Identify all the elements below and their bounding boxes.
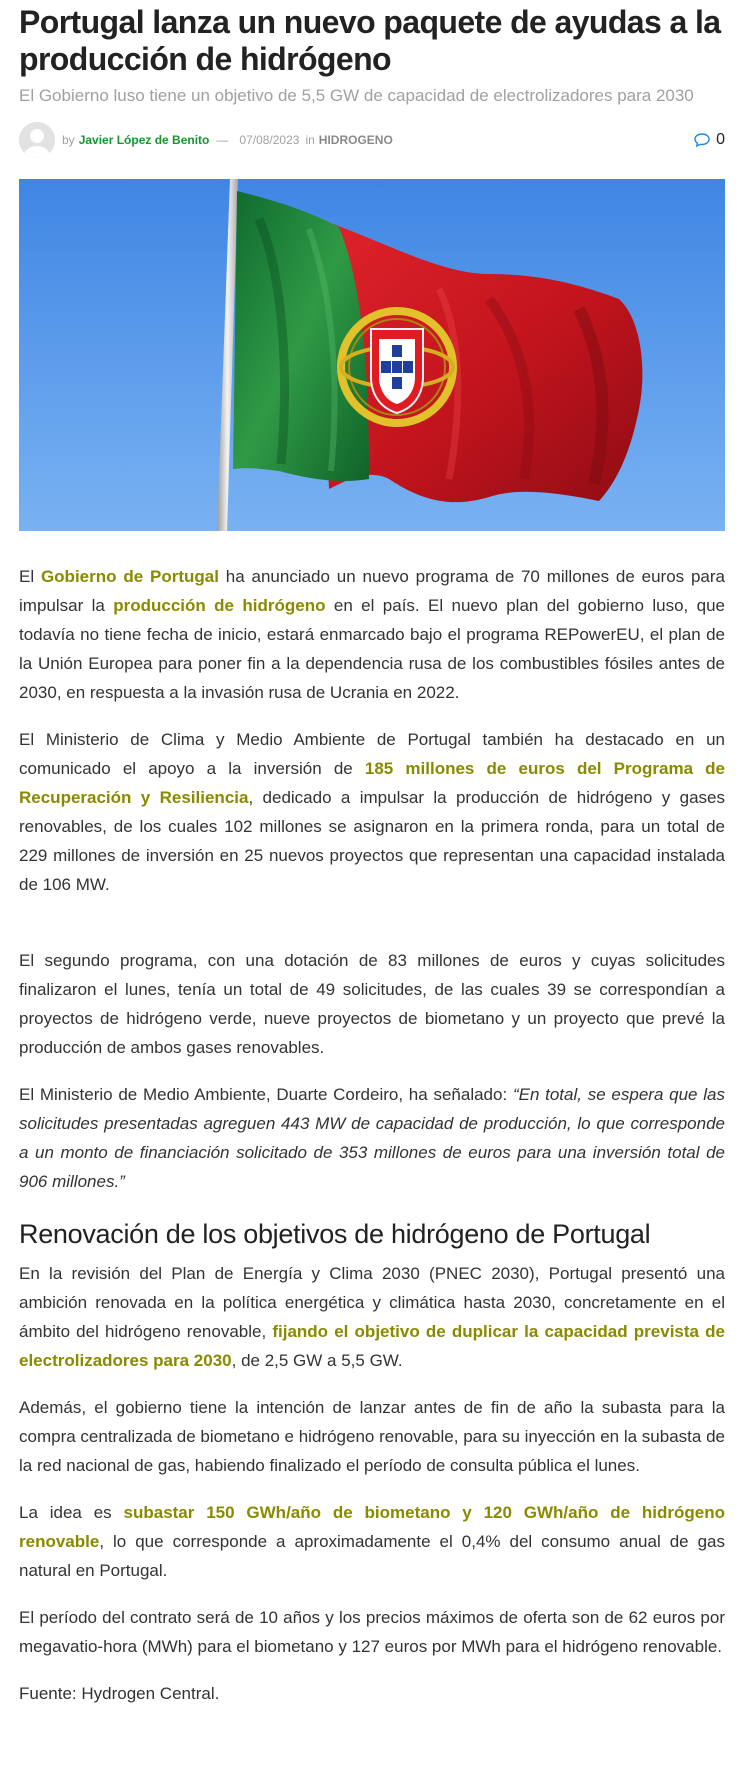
- paragraph-2: [19, 725, 725, 899]
- paragraph-1-text-c: en el país. El nuevo plan del gobierno luso, que todavía no tiene fecha de inicio, estará enmarcado bajo el programa REPowerEU, el plan de la Unión Europea para poner fin a la dependencia rusa de los combustibles fósiles antes de 2030, en respuesta a la invasión rusa de Ucrania en 2022.: [19, 596, 725, 702]
- paragraph-6: Además, el gobierno tiene la intención de lanzar antes de fin de año la subasta para la compra centralizada de biometano e hidrógeno renovable, para su inyección en la subasta de la red nacional de gas, habiendo finalizado el período de consulta pública el lunes.: [19, 1398, 725, 1475]
- publish-date: 07/08/2023: [239, 133, 300, 147]
- category-link[interactable]: HIDROGENO: [318, 133, 393, 147]
- user-avatar-icon: [19, 122, 55, 158]
- paragraph-7: [19, 1498, 725, 1585]
- paragraph-3: El segundo programa, con una dotación de 83 millones de euros y cuyas solicitudes finalizaron el lunes, tenía un total de 49 solicitudes, de las cuales 39 se correspondían a proyectos de hidrógeno verde, nueve proyectos de biometano y un proyecto que prevé la producción de ambos gases renovables.: [19, 951, 725, 1057]
- paragraph-8: El período del contrato será de 10 años y los precios máximos de oferta son de 62 euros por megavatio-hora (MWh) para el biometano y 127 euros por MWh para el hidrógeno renovable.: [19, 1608, 725, 1656]
- comments-count: 0: [716, 131, 725, 148]
- section-heading: Renovación de los objetivos de hidrógeno de Portugal: [19, 1219, 651, 1249]
- link-produccion-hidrogeno[interactable]: producción de hidrógeno: [113, 596, 326, 615]
- article-subtitle: El Gobierno luso tiene un objetivo de 5,5 GW de capacidad de electrolizadores para 2030: [19, 86, 694, 105]
- source-credit: Fuente: Hydrogen Central.: [19, 1684, 220, 1703]
- author-link[interactable]: Javier López de Benito: [78, 133, 210, 147]
- author-avatar[interactable]: [19, 122, 55, 158]
- paragraph-7-text-a: La idea es: [19, 1503, 124, 1522]
- article-title: Portugal lanza un nuevo paquete de ayudas a la producción de hidrógeno: [19, 4, 721, 77]
- paragraph-5: [19, 1259, 725, 1375]
- paragraph-1-text-a: El: [19, 567, 41, 586]
- portugal-flag-image: [19, 179, 725, 531]
- paragraph-5-text-a: En la revisión del Plan de Energía y Clima 2030 (PNEC 2030), Portugal presentó una ambición renovada en la política energética y climática hasta 2030, concretamente en el ámbito del hidrógeno renovable,: [19, 1264, 725, 1341]
- comment-bubble-icon: [694, 133, 710, 147]
- paragraph-7-text-b: , lo que corresponde a aproximadamente el 0,4% del consumo anual de gas natural en Portugal.: [19, 1532, 725, 1580]
- paragraph-2-text-a: El Ministerio de Clima y Medio Ambiente de Portugal también ha destacado en un comunicado el apoyo a la inversión de: [19, 730, 725, 778]
- link-programa-recuperacion[interactable]: 185 millones de euros del Programa de Recuperación y Resiliencia: [19, 759, 726, 807]
- paragraph-1-text-b: ha anunciado un nuevo programa de 70 millones de euros para impulsar la: [19, 567, 725, 615]
- minister-quote: “En total, se espera que las solicitudes presentadas agreguen 443 MW de capacidad de producción, lo que corresponde a un monto de financiación solicitado de 353 millones de euros para una inversión total de 906 millones.”: [19, 1085, 725, 1191]
- paragraph-4-text: El Ministerio de Medio Ambiente, Duarte Cordeiro, ha señalado:: [19, 1085, 513, 1104]
- link-objetivo-electrolizadores[interactable]: fijando el objetivo de duplicar la capacidad prevista de electrolizadores para 2030: [19, 1322, 725, 1370]
- link-gobierno-portugal[interactable]: Gobierno de Portugal: [40, 567, 219, 586]
- meta-by-label: by: [62, 133, 75, 147]
- article-body: [19, 562, 725, 1708]
- paragraph-2-text-b: , dedicado a impulsar la producción de hidrógeno y gases renovables, de los cuales 102 millones se asignaron en la primera ronda, para un total de 229 millones de inversión en 25 nuevos proyectos que representan una capacidad instalada de 106 MW.: [19, 788, 725, 894]
- paragraph-4: [19, 1080, 725, 1196]
- meta-in-label: in: [305, 133, 315, 147]
- meta-separator: —: [216, 133, 229, 147]
- article-meta: [19, 122, 725, 158]
- link-subastar-gwh[interactable]: subastar 150 GWh/año de biometano y 120 GWh/año de hidrógeno renovable: [19, 1503, 725, 1551]
- paragraph-5-text-b: , de 2,5 GW a 5,5 GW.: [231, 1351, 403, 1370]
- comments-link[interactable]: [694, 131, 725, 149]
- paragraph-1: [19, 562, 725, 707]
